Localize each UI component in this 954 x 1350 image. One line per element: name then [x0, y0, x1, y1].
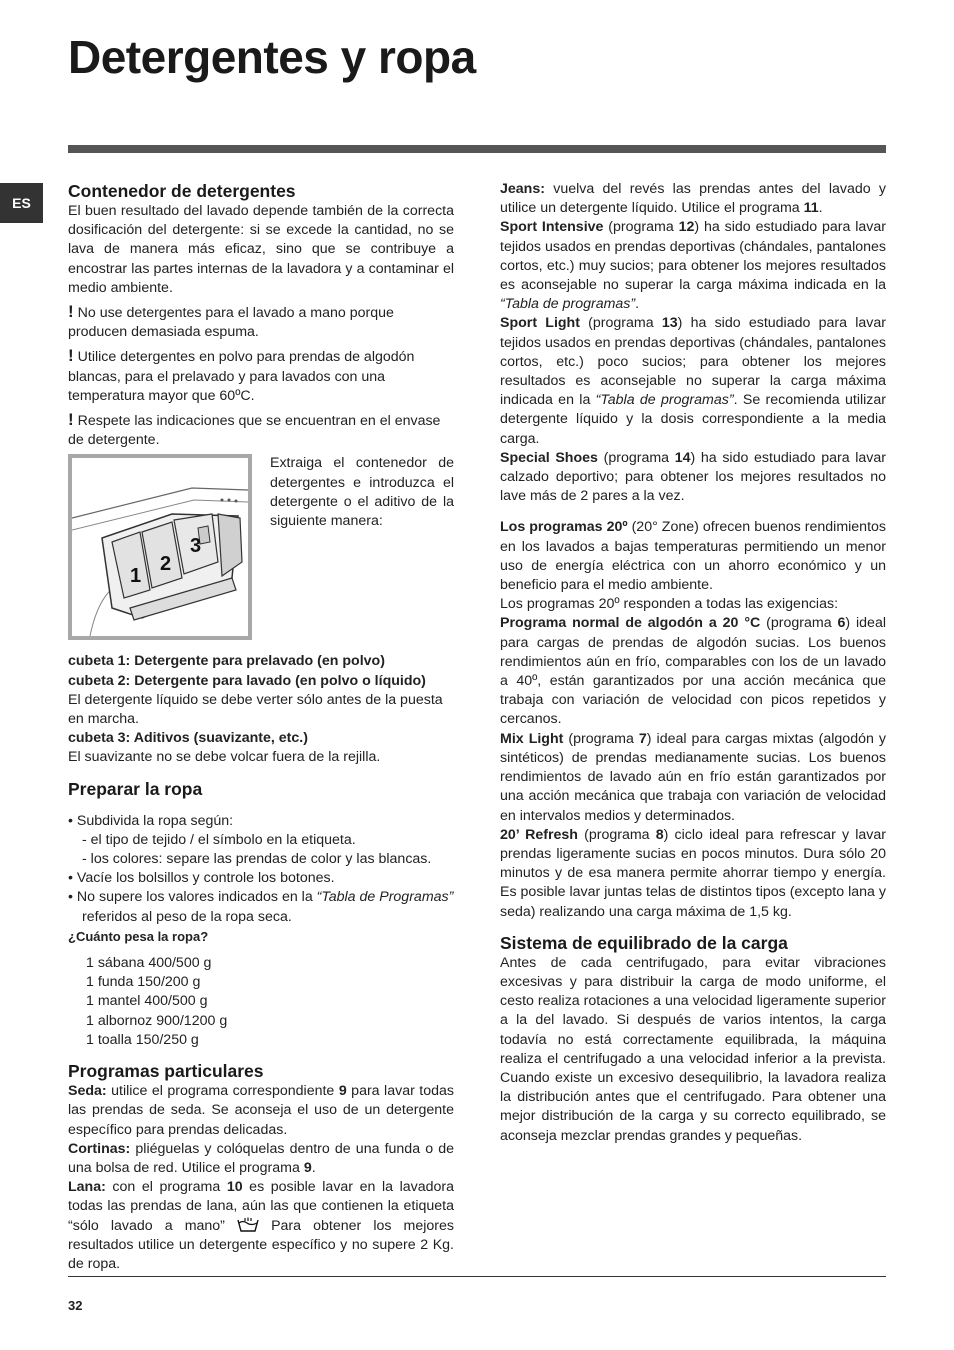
warning-3: ! Respete las indicaciones que se encuentran en el envase de detergente. [68, 410, 441, 449]
programa-normal-algodon: Programa normal de algodón a 20 °C (programa 6) ideal para cargas de prendas de algodón sucias. Los buenos rendimientos aún en frío, comparables con los de un lavado a 40º, están garantizados por una acción mecánica que trabaja con variación de velocidad con picos repetidos y cercanos. [500, 615, 886, 728]
programa-sport-light: Sport Light (programa 13) ha sido estudiado para lavar tejidos usados en prendas deportivas (chándales, pantalones cortos, etc.) poco sucios; para obtener los mejores resultados es aconsejable no superar la carga máxima indicada en la “Tabla de programas”. Se recomienda utilizar detergente líquido y la dosis correspondiente a la media carga. [500, 315, 886, 447]
programa-seda: Seda: utilice el programa correspondiente 9 para lavar todas las prendas de seda. Se aconseja el uso de un detergente específico para prendas delicadas. [68, 1083, 454, 1138]
preparar-list [68, 812, 454, 927]
programa-jeans: Jeans: vuelva del revés las prendas antes del lavado y utilice un detergente líquido. Utilice el programa 11. [500, 181, 886, 217]
hand-wash-icon [237, 1217, 259, 1233]
figure-caption: Extraiga el contenedor de detergentes e introduzca el detergente o el aditivo de la siguiente manera: [270, 455, 454, 530]
equilibrado-text: Antes de cada centrifugado, para evitar vibraciones excesivas y para distribuir la carga de modo uniforme, el cesto realiza rotaciones a una velocidad ligeramente superior a la del lavado. Si después de varios intentos, la carga todavía no está correctamente equilibrada, la máquina realiza el centrifugado a una velocidad inferior a la prevista. Cuando existe un excesivo desequilibrio, la lavadora realiza la distribución antes que el centrifugado. Para obtener una mejor distribución de la carga y su correcto equilibrado, se aconseja mezclar prendas grandes y pequeñas. [500, 954, 886, 1144]
programas-20-note: Los programas 20º responden a todas las exigencias: [500, 596, 839, 613]
list-item: • No supere los valores indicados en la “Tabla de Programas” referidos al peso de la ropa seca. [68, 889, 454, 925]
warning-mark: ! [68, 410, 74, 430]
heading-programas: Programas particulares [68, 1061, 264, 1082]
list-item: 1 sábana 400/500 g [86, 955, 212, 972]
weights-question: ¿Cuánto pesa la ropa? [68, 928, 209, 944]
programas-20: Los programas 20º (20° Zone) ofrecen buenos rendimientos en los lavados a bajas temperaturas permitiendo un menor uso de energía eléctrica con un ahorro económico y un beneficio para el medio ambiente. [500, 519, 886, 594]
weights-list [86, 954, 454, 1050]
drawer-drawing [72, 458, 248, 636]
detergent-drawer-illustration [68, 454, 252, 640]
cubeta-list [68, 652, 454, 767]
list-item: 1 funda 150/200 g [86, 974, 201, 991]
footer-rule [68, 1276, 886, 1277]
list-item: 1 albornoz 900/1200 g [86, 1012, 228, 1029]
list-item: - los colores: separe las prendas de color y las blancas. [82, 851, 432, 868]
list-item: • Subdivida la ropa según: [68, 812, 234, 829]
list-item: - el tipo de tejido / el símbolo en la etiqueta. [82, 831, 356, 848]
cubeta-3-note: El suavizante no se debe volcar fuera de la rejilla. [68, 749, 381, 766]
heading-equilibrado: Sistema de equilibrado de la carga [500, 932, 788, 953]
programa-refresh: 20’ Refresh (programa 8) ciclo ideal para refrescar y lavar prendas ligeramente sucias en pocos minutos. Dura sólo 20 minutos y de esa manera permite ahorrar tiempo y energía. Es posible lavar juntas telas de distintos tipos (excepto lana y seda) realizando una carga máxima de 1,5 kg. [500, 826, 886, 920]
figure-label-3: 3 [190, 535, 202, 558]
warning-mark: ! [68, 346, 74, 366]
list-item: 1 mantel 400/500 g [86, 993, 208, 1010]
cubeta-1: cubeta 1: Detergente para prelavado (en polvo) [68, 653, 385, 670]
page-number: 32 [68, 1298, 83, 1313]
heading-contenedor: Contenedor de detergentes [68, 181, 296, 201]
cubeta-3: cubeta 3: Aditivos (suavizante, etc.) [68, 730, 308, 747]
programa-lana: Lana: con el programa 10 es posible lavar en la lavadora todas las prendas de lana, aún las que contienen la etiqueta “sólo lavado a mano” Para obtener los mejores resultados utilice un detergente específico y no supere 2 Kg. de ropa. [68, 1179, 455, 1272]
warning-1: ! No use detergentes para el lavado a mano porque producen demasiada espuma. [68, 302, 394, 341]
cubeta-2: cubeta 2: Detergente para lavado (en polvo o líquido) [68, 672, 426, 689]
right-column [500, 180, 886, 1146]
contenedor-intro: El buen resultado del lavado depende también de la correcta dosificación del detergente: si se excede la cantidad, no se lava de manera más eficaz, sino que se contribuye a encostrar las partes internas de la lavadora y a contaminar el medio ambiente. [68, 203, 454, 296]
figure-row [68, 454, 454, 640]
figure-label-2: 2 [160, 553, 172, 576]
title-rule [68, 145, 886, 153]
figure-label-1: 1 [130, 565, 142, 588]
list-item: • Vacíe los bolsillos y controle los botones. [68, 870, 335, 887]
warning-mark: ! [68, 302, 74, 322]
programa-sport-intensive: Sport Intensive (programa 12) ha sido estudiado para lavar tejidos usados en prendas deportivas (chándales, pantalones cortos, etc.) muy sucios; para obtener los mejores resultados es aconsejable no superar la carga máxima indicada en la “Tabla de programas”. [500, 219, 886, 313]
left-column [68, 180, 454, 1274]
warning-2: ! Utilice detergentes en polvo para prendas de algodón blancas, para el prelavado y para lavados con una temperatura mayor que 60ºC. [68, 346, 415, 404]
programa-special-shoes: Special Shoes (programa 14) ha sido estudiado para lavar calzado deportivo; para obtener los mejores resultados no lave más de 2 pares a la vez. [500, 449, 887, 505]
heading-preparar: Preparar la ropa [68, 778, 203, 799]
page-title: Detergentes y ropa [68, 31, 476, 83]
list-item: 1 toalla 150/250 g [86, 1031, 199, 1048]
language-tab: ES [0, 183, 43, 223]
programa-cortinas: Cortinas: pliéguelas y colóquelas dentro de una funda o de una bolsa de red. Utilice el programa 9. [68, 1140, 454, 1176]
programa-mix-light: Mix Light (programa 7) ideal para cargas mixtas (algodón y sintéticos) de prendas medianamente sucias. Los buenos rendimientos de lavado aún en frío están garantizados por una acción mecánica que trabaja con variación de velocidad en intervalos medios y determinados. [500, 730, 886, 824]
cubeta-2-note: El detergente líquido se debe verter sólo antes de la puesta en marcha. [68, 691, 443, 728]
